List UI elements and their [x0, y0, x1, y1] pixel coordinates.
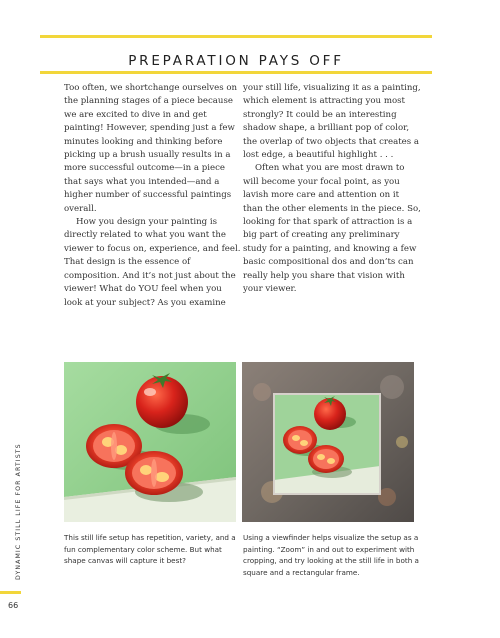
- caption-right: Using a viewfinder helps visualize the setup as a painting. “Zoom” in and out to experiment with cropping, and try looking at the still life in both a square and a rectangular frame.: [243, 533, 419, 577]
- page-title: PREPARATION PAYS OFF: [128, 53, 344, 70]
- photo-viewfinder: [242, 362, 414, 522]
- caption-left: This still life setup has repetition, variety, and a fun complementary color scheme. But what shape canvas will capture it best?: [64, 533, 236, 566]
- viewfinder-image: [242, 362, 414, 522]
- paragraph: How you design your painting is directly related to what you want the viewer to focus on, experience, and feel. That design is the essence of composition. And it’s not just about the viewer! What do YOU feel when you look at your subject? As you examine: [64, 217, 241, 308]
- body-column-left: [64, 82, 242, 310]
- paragraph: Too often, we shortchange ourselves on the planning stages of a piece because we are excited to dive in and get painting! However, spending just a few minutes looking and thinking before picking up a brush usually results in a more successful outcome—in a piece that says what you intended—and a higher number of successful paintings overall.: [64, 83, 238, 214]
- paragraph: Often what you are most drawn to will become your focal point, as you lavish more care and attention on it than the other elements in the piece. So, looking for that spark of attraction is a big part of creating any preliminary study for a painting, and knowing a few basic compositional dos and don’ts can really help you share that vision with your viewer.: [243, 163, 421, 295]
- page-number: 66: [8, 601, 19, 610]
- page-number-bar: [0, 591, 21, 594]
- photo-still-life-setup: [64, 362, 236, 522]
- tomato-still-life-image: [64, 362, 236, 522]
- title-rule-bottom: [40, 71, 432, 74]
- book-title-sidebar: DYNAMIC STILL LIFE FOR ARTISTS: [15, 443, 22, 580]
- body-column-right: [243, 82, 421, 297]
- paragraph: your still life, visualizing it as a painting, which element is attracting you most strongly? It could be an interesting shadow shape, a brilliant pop of color, the overlap of two objects that creates a lost edge, a beautiful highlight . . .: [243, 83, 421, 161]
- title-rule-top: [40, 35, 432, 38]
